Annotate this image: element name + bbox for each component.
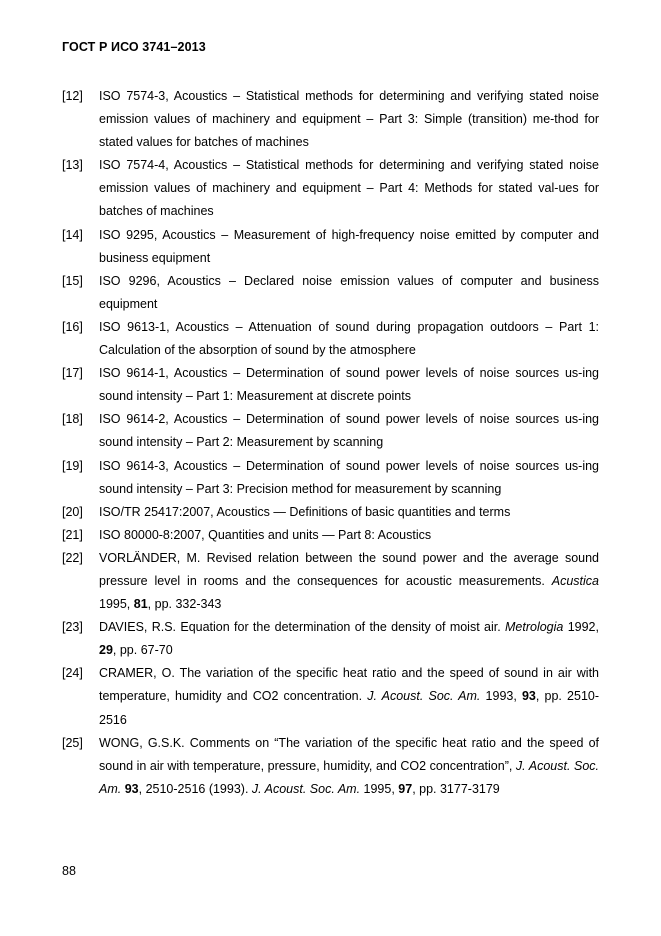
reference-fragment: ISO 9614-1, Acoustics – Determination of sound power levels of noise sources us-ing sound intensity – Part 1: Measurement at discrete points (99, 366, 599, 404)
reference-number: [12] (62, 89, 83, 103)
reference-number: [19] (62, 458, 83, 473)
reference-item (62, 316, 599, 362)
reference-fragment: 1992, (563, 620, 599, 635)
reference-item (62, 524, 599, 547)
reference-item (62, 455, 599, 501)
document-header: ГОСТ Р ИСО 3741–2013 (62, 40, 206, 54)
reference-item (62, 85, 599, 154)
reference-number: [15] (62, 273, 83, 288)
reference-fragment: ISO 7574-4, Acoustics – Statistical methods for determining and verifying stated noise emission values of machinery and equipment – Part 4: Methods for stated val-ues for batches of machines (99, 158, 599, 219)
reference-item (62, 224, 599, 270)
reference-fragment: ISO 9296, Acoustics – Declared noise emission values of computer and business equipment (99, 273, 599, 311)
reference-fragment: , pp. 2510-2516 (99, 689, 600, 727)
reference-journal: J. Acoust. Soc. Am. (99, 758, 600, 796)
reference-number: [21] (62, 527, 83, 542)
reference-number: [13] (62, 158, 83, 173)
reference-volume: 97 (398, 781, 413, 796)
reference-text (99, 224, 599, 270)
reference-text (99, 408, 599, 454)
reference-text (99, 501, 599, 524)
reference-fragment: WONG, G.S.K. Comments on “The variation of the specific heat ratio and the speed of sound in air with temperature, pressure, humidity, and CO2 concentration”, (99, 735, 599, 773)
reference-volume: 81 (133, 597, 148, 612)
reference-fragment: ISO 9613-1, Acoustics – Attenuation of sound during propagation outdoors – Part 1: Calculation of the absorption of sound by the atmosphere (99, 319, 599, 358)
bibliography-list (62, 85, 599, 801)
reference-fragment: CRAMER, O. The variation of the specific heat ratio and the speed of sound in air with temperature, humidity and CO2 concentration. (99, 666, 599, 704)
reference-fragment: ISO 7574-3, Acoustics – Statistical methods for determining and verifying stated noise emission values of machinery and equipment – Part 3: Simple (transition) me-thod for stated values for batches of machines (99, 89, 599, 150)
reference-journal: Acustica (551, 573, 599, 588)
reference-text (99, 455, 599, 501)
reference-item (62, 732, 599, 801)
reference-text (99, 524, 599, 547)
reference-text (99, 616, 599, 662)
reference-fragment: ISO 9614-2, Acoustics – Determination of sound power levels of noise sources us-ing sound intensity – Part 2: Measurement by scanning (99, 412, 599, 450)
reference-fragment: ISO 9614-3, Acoustics – Determination of sound power levels of noise sources us-ing sound intensity – Part 3: Precision method for measurement by scanning (99, 458, 599, 496)
reference-volume: 93 (124, 781, 139, 796)
reference-text (99, 662, 599, 731)
reference-fragment: , pp. 67-70 (112, 643, 173, 658)
reference-number: [23] (62, 620, 83, 635)
reference-item (62, 616, 599, 662)
reference-text (99, 362, 599, 408)
reference-text (99, 270, 599, 316)
reference-fragment: ISO/TR 25417:2007, Acoustics — Definitions of basic quantities and terms (99, 504, 511, 519)
reference-fragment: ISO 9295, Acoustics – Measurement of high-frequency noise emitted by computer and business equipment (99, 227, 599, 265)
reference-text (99, 732, 599, 801)
reference-fragment: 1993, (480, 689, 522, 704)
reference-item (62, 662, 599, 731)
reference-number: [14] (62, 227, 83, 242)
reference-text (99, 154, 599, 223)
reference-number: [18] (62, 412, 83, 427)
reference-journal: J. Acoust. Soc. Am. (367, 689, 481, 704)
reference-volume: 29 (99, 643, 113, 658)
reference-fragment: , pp. 332-343 (147, 597, 222, 612)
reference-text (99, 85, 599, 154)
reference-number: [20] (62, 504, 83, 519)
reference-item (62, 501, 599, 524)
reference-volume: 93 (521, 689, 536, 704)
reference-number: [24] (62, 666, 83, 681)
reference-number: [16] (62, 319, 83, 334)
reference-number: [25] (62, 735, 83, 750)
reference-text (99, 547, 599, 616)
reference-fragment: ISO 80000-8:2007, Quantities and units — Part 8: Acoustics (99, 527, 432, 542)
reference-journal: J. Acoust. Soc. Am. (251, 781, 361, 796)
reference-item (62, 154, 599, 223)
reference-item (62, 408, 599, 454)
reference-fragment: 1995, (99, 597, 134, 612)
reference-fragment: VORLÄNDER, M. Revised relation between the sound power and the average sound pressure level in rooms and the consequences for acoustic measurements. (99, 550, 599, 588)
reference-number: [22] (62, 550, 83, 565)
reference-item (62, 547, 599, 616)
reference-fragment: DAVIES, R.S. Equation for the determination of the density of moist air. (99, 620, 505, 635)
reference-number: [17] (62, 366, 83, 381)
reference-item (62, 362, 599, 408)
reference-fragment: 1995, (360, 781, 399, 796)
reference-fragment: , pp. 3177-3179 (412, 781, 500, 796)
reference-text (99, 316, 599, 362)
reference-fragment: , 2510-2516 (1993). (138, 781, 252, 796)
reference-journal: Metrologia (505, 620, 564, 635)
page-number: 88 (62, 864, 76, 878)
reference-item (62, 270, 599, 316)
